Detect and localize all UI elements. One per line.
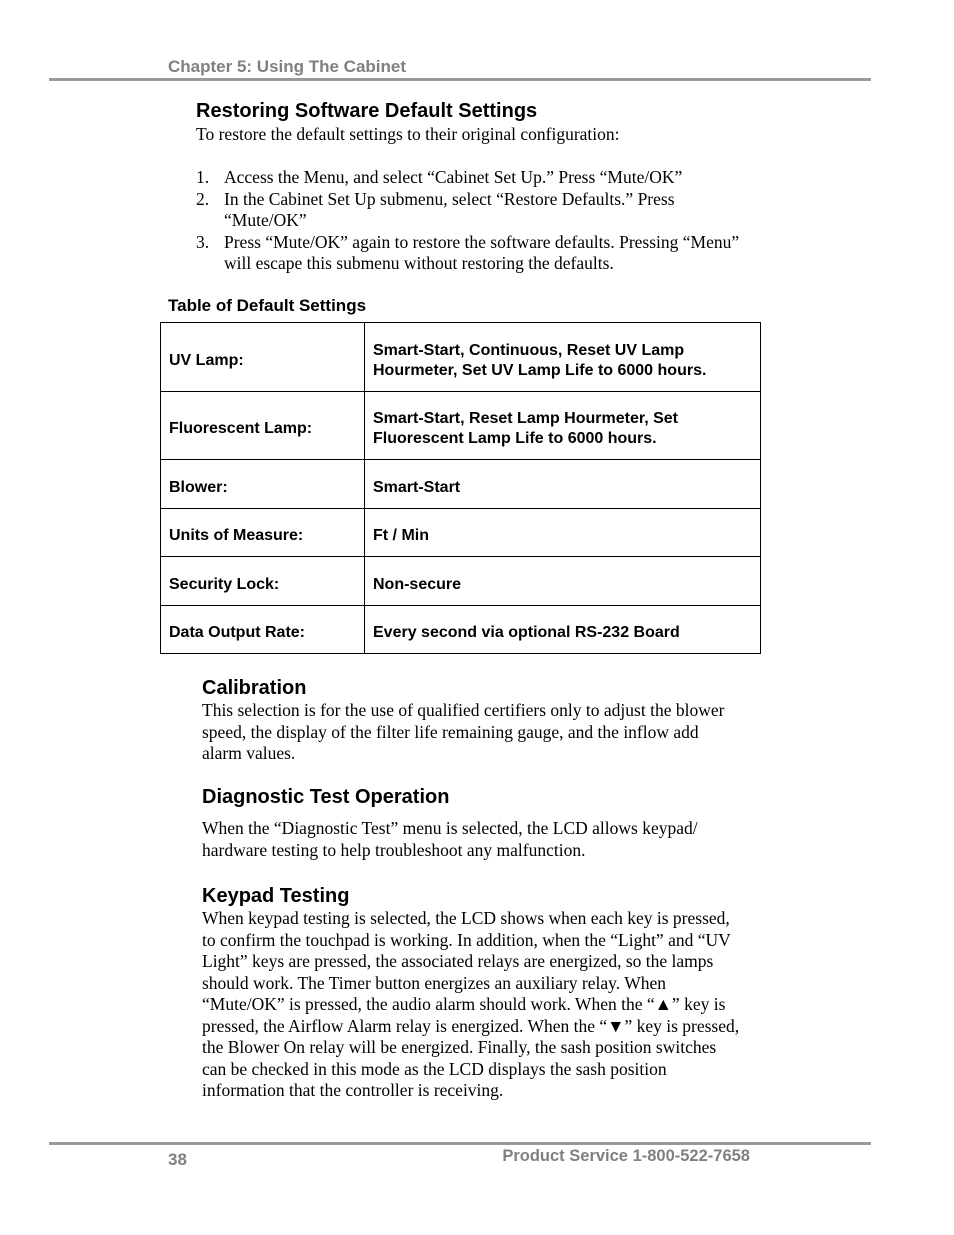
setting-name: UV Lamp:: [169, 351, 244, 369]
setting-value: Every second via optional RS-232 Board: [373, 624, 680, 642]
setting-name-cell: [161, 460, 365, 509]
table-row: [161, 323, 761, 392]
list-item: [196, 189, 756, 232]
list-item: [196, 232, 756, 275]
page-number: 38: [168, 1150, 187, 1169]
setting-name: Units of Measure:: [169, 527, 304, 545]
setting-value: Non-secure: [373, 575, 462, 593]
footer-rule: [49, 1142, 871, 1145]
step-text: Access the Menu, and select “Cabinet Set Up.” Press “Mute/OK”: [224, 167, 683, 187]
setting-name-cell: [161, 391, 365, 460]
setting-name: Security Lock:: [169, 575, 280, 593]
section-title-restore: Restoring Software Default Settings: [196, 100, 538, 122]
table-title: Table of Default Settings: [168, 296, 367, 315]
setting-value: Smart-Start: [373, 478, 461, 496]
setting-value: Smart-Start, Reset Lamp Hourmeter, Set Fluorescent Lamp Life to 6000 hours.: [373, 410, 678, 448]
section-title-diagnostic: Diagnostic Test Operation: [202, 786, 450, 808]
step-text: Press “Mute/OK” again to restore the software defaults. Pressing “Menu” will escape this submenu without restoring the defaults.: [224, 231, 740, 273]
table-row: [161, 391, 761, 460]
setting-name: Fluorescent Lamp:: [169, 420, 313, 438]
setting-value-cell: [365, 460, 761, 509]
default-settings-table: [160, 322, 761, 654]
list-item: [196, 167, 756, 189]
diagnostic-text: When the “Diagnostic Test” menu is selected, the LCD allows keypad/ hardware testing to help troubleshoot any malfunction.: [202, 818, 698, 860]
section-title-calibration: Calibration: [202, 677, 307, 699]
table-row: [161, 460, 761, 509]
setting-name: Blower:: [169, 478, 228, 496]
step-number: 1.: [196, 167, 210, 187]
step-text: In the Cabinet Set Up submenu, select “Restore Defaults.” Press “Mute/OK”: [224, 188, 675, 230]
table-row: [161, 557, 761, 606]
setting-name-cell: [161, 605, 365, 654]
setting-value-cell: [365, 391, 761, 460]
footer-contact: Product Service 1-800-522-7658: [502, 1147, 750, 1165]
setting-value-cell: [365, 605, 761, 654]
section-title-keypad-testing: Keypad Testing: [202, 885, 350, 907]
step-number: 3.: [196, 231, 210, 252]
setting-name-cell: [161, 323, 365, 392]
step-number: 2.: [196, 188, 210, 209]
restore-intro: To restore the default settings to their original configuration:: [196, 124, 620, 144]
keypad-testing-text: When keypad testing is selected, the LCD shows when each key is pressed, to confirm the touchpad is working. In addition, when the “Light” and “UV Light” keys are pressed, the associated relays are energized, so the lamps should work. The Timer button energizes an auxiliary relay. When “Mute/OK” is pressed, the audio alarm should work. When the “▲” key is pressed, the Airflow Alarm relay is energized. When the “▼” key is pressed, the Blower On relay will be energized. Finally, the sash position switches can be checked in this mode as the LCD displays the sash position information that the controller is receiving.: [202, 908, 740, 1100]
calibration-text: This selection is for the use of qualified certifiers only to adjust the blower speed, the display of the filter life remaining gauge, and the inflow add alarm values.: [202, 700, 725, 763]
setting-name-cell: [161, 557, 365, 606]
running-header: Chapter 5: Using The Cabinet: [168, 57, 407, 76]
setting-value: Smart-Start, Continuous, Reset UV Lamp Hourmeter, Set UV Lamp Life to 6000 hours.: [373, 341, 707, 379]
setting-value: Ft / Min: [373, 527, 429, 545]
table-row: [161, 508, 761, 557]
setting-value-cell: [365, 508, 761, 557]
setting-name-cell: [161, 508, 365, 557]
table-row: [161, 605, 761, 654]
setting-name: Data Output Rate:: [169, 624, 305, 642]
setting-value-cell: [365, 323, 761, 392]
restore-steps-list: [196, 167, 756, 275]
setting-value-cell: [365, 557, 761, 606]
header-rule: [49, 78, 871, 81]
